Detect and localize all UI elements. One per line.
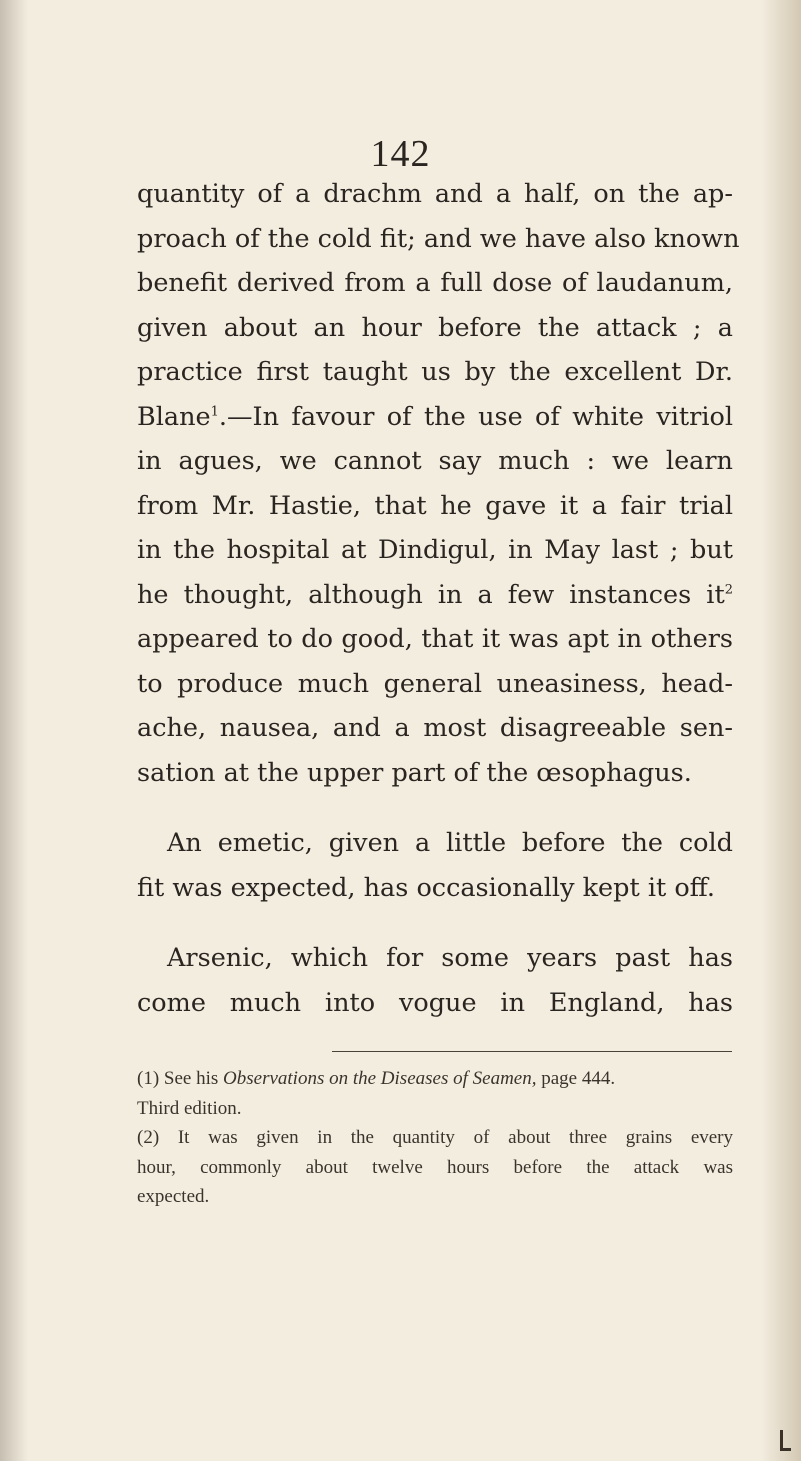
text-line: practice first taught us by the excellent Dr. <box>137 357 733 387</box>
text-span: he thought, although in a few instances it <box>137 579 725 610</box>
text-line: given about an hour before the attack ; a <box>137 312 733 343</box>
footnote-divider <box>332 1051 732 1052</box>
text-span: Blane <box>137 401 211 432</box>
text-line: to produce much general uneasiness, head- <box>137 668 733 699</box>
page-number: 142 <box>370 133 431 175</box>
text-line: in the hospital at Dindigul, in May last ; but <box>137 535 733 565</box>
footnote-1-line-2: Third edition. <box>137 1097 242 1119</box>
text-span: .—In favour of the use of white vitriol <box>218 401 733 432</box>
footnote-ref-2[interactable]: 2 <box>724 582 733 597</box>
text-line: proach of the cold fit; and we have also known <box>137 223 740 254</box>
footnotes <box>137 1064 733 1212</box>
cited-work-title: Observations on the Diseases of Seamen, <box>223 1068 537 1089</box>
text-line: sation at the upper part of the œsophagus. <box>137 757 692 788</box>
text-line: in agues, we cannot say much : we learn <box>137 446 733 476</box>
text-line: fit was expected, has occasionally kept it off. <box>137 872 715 903</box>
text-line <box>137 573 733 618</box>
page-edge-shadow-right <box>761 0 801 1461</box>
printer-corner-mark <box>780 1430 791 1451</box>
body-text <box>137 172 740 1025</box>
text-line: benefit derived from a full dose of laudanum, <box>137 268 733 298</box>
text-line: come much into vogue in England, has <box>137 987 733 1018</box>
footnote-ref-1[interactable]: 1 <box>210 404 219 419</box>
footnote-text: See his <box>163 1068 219 1089</box>
footnote-2-line-3: expected. <box>137 1186 210 1207</box>
paragraph-gap <box>137 910 733 936</box>
text-line: from Mr. Hastie, that he gave it a fair trial <box>137 490 733 521</box>
text-line: quantity of a drachm and a half, on the ap- <box>137 179 733 209</box>
footnote-marker: (2) <box>137 1127 160 1148</box>
footnote-1 <box>137 1064 733 1094</box>
text-line: appeared to do good, that it was apt in others <box>137 624 733 654</box>
footnote-2-line-2: hour, commonly about twelve hours before the attack was <box>137 1156 733 1178</box>
page-edge-shadow-left <box>0 0 28 1461</box>
footnote-text: It was given in the quantity of about three grains every <box>177 1127 734 1148</box>
text-line: An emetic, given a little before the cold <box>167 828 733 858</box>
footnote-marker: (1) <box>137 1068 160 1089</box>
text-line: Arsenic, which for some years past has <box>167 943 733 973</box>
footnote-2 <box>137 1123 733 1153</box>
text-line <box>137 395 733 440</box>
text-line: ache, nausea, and a most disagreeable sen- <box>137 713 733 743</box>
footnote-text: page 444. <box>541 1068 616 1089</box>
paragraph-gap <box>137 795 733 821</box>
